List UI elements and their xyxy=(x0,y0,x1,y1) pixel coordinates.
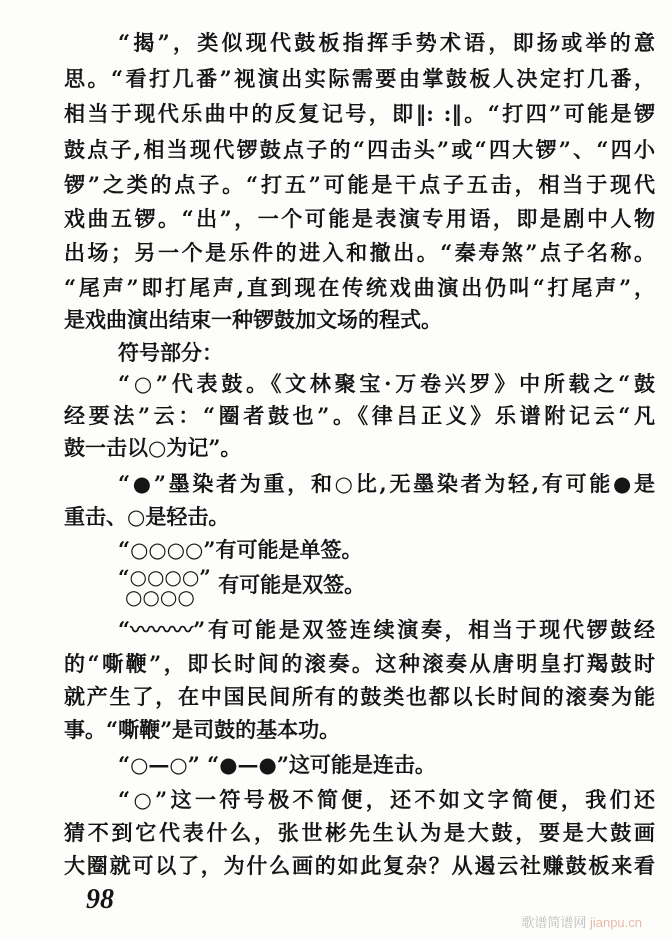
text-line: “揭”，类似现代鼓板指挥手势术语，即扬或举的意 xyxy=(118,30,655,55)
text-line: 猜不到它代表什么，张世彬先生认为是大鼓，要是大鼓画 xyxy=(64,820,655,845)
text-line: 思。“看打几番”视演出实际需要由掌鼓板人决定打几番， xyxy=(64,66,655,91)
watermark-url: jianpu.cn xyxy=(589,915,642,930)
text-line: 事。“嘶鞭”是司鼓的基本功。 xyxy=(64,717,341,742)
text-line: 经要法”云：“圈者鼓也”。《律吕正义》乐谱附记云“凡 xyxy=(64,403,655,428)
text-line: 锣”之类的点子。“打五”可能是干点子五击，相当于现代 xyxy=(64,172,655,197)
double-sign-text: 有可能是双签。 xyxy=(218,572,366,597)
text-line: “尾声”即打尾声,直到现在传统戏曲演出仍叫“打尾声”， xyxy=(64,275,655,300)
double-sign-line xyxy=(118,563,655,607)
text-line: “○”代表鼓。《文林聚宝·万卷兴罗》中所载之“鼓 xyxy=(118,371,655,396)
circle-row-top: “○○○○” xyxy=(118,564,211,589)
text-line: 相当于现代乐曲中的反复记号，即‖: :‖。“打四”可能是锣 xyxy=(64,101,655,126)
circle-row-bottom: ○○○○ xyxy=(124,584,195,609)
watermark-site: 歌谱简谱网 xyxy=(521,915,587,930)
text-line: 大圈就可以了，为什么画的如此复杂？从遏云社赚鼓板来看 xyxy=(64,853,655,878)
text-line: 是戏曲演出结束一种锣鼓加文场的程式。 xyxy=(64,307,442,332)
text-line: “○—○” “●—●”这可能是连击。 xyxy=(118,752,436,777)
text-line: 符号部分： xyxy=(118,340,223,365)
text-line: 重击、○是轻击。 xyxy=(64,504,230,529)
text-line: 戏曲五锣。“出”，一个可能是表演专用语，即是剧中人物 xyxy=(64,206,655,231)
text-line: “●”墨染者为重，和○比,无墨染者为轻,有可能●是 xyxy=(118,471,655,496)
text-line: “○○○○”有可能是单签。 xyxy=(118,537,363,562)
text-line: “○”这一符号极不简便，还不如文字简便，我们还 xyxy=(118,787,655,812)
text-line: 鼓点子,相当现代锣鼓点子的“四击头”或“四大锣”、“四小 xyxy=(64,137,655,162)
double-circle-symbol xyxy=(118,564,211,609)
text-line: 就产生了，在中国民间所有的鼓类也都以长时间的滚奏为能 xyxy=(64,684,655,709)
text-line: “〰〰〰”有可能是双签连续演奏，相当于现代锣鼓经 xyxy=(118,617,655,642)
page-number: 98 xyxy=(86,884,114,915)
watermark xyxy=(521,912,642,931)
text-line: 鼓一击以○为记”。 xyxy=(64,435,242,460)
text-line: 出场；另一个是乐件的进入和撤出。“秦寿煞”点子名称。 xyxy=(64,240,655,265)
text-line: 的“嘶鞭”，即长时间的滚奏。这种滚奏从唐明皇打羯鼓时 xyxy=(64,651,655,676)
